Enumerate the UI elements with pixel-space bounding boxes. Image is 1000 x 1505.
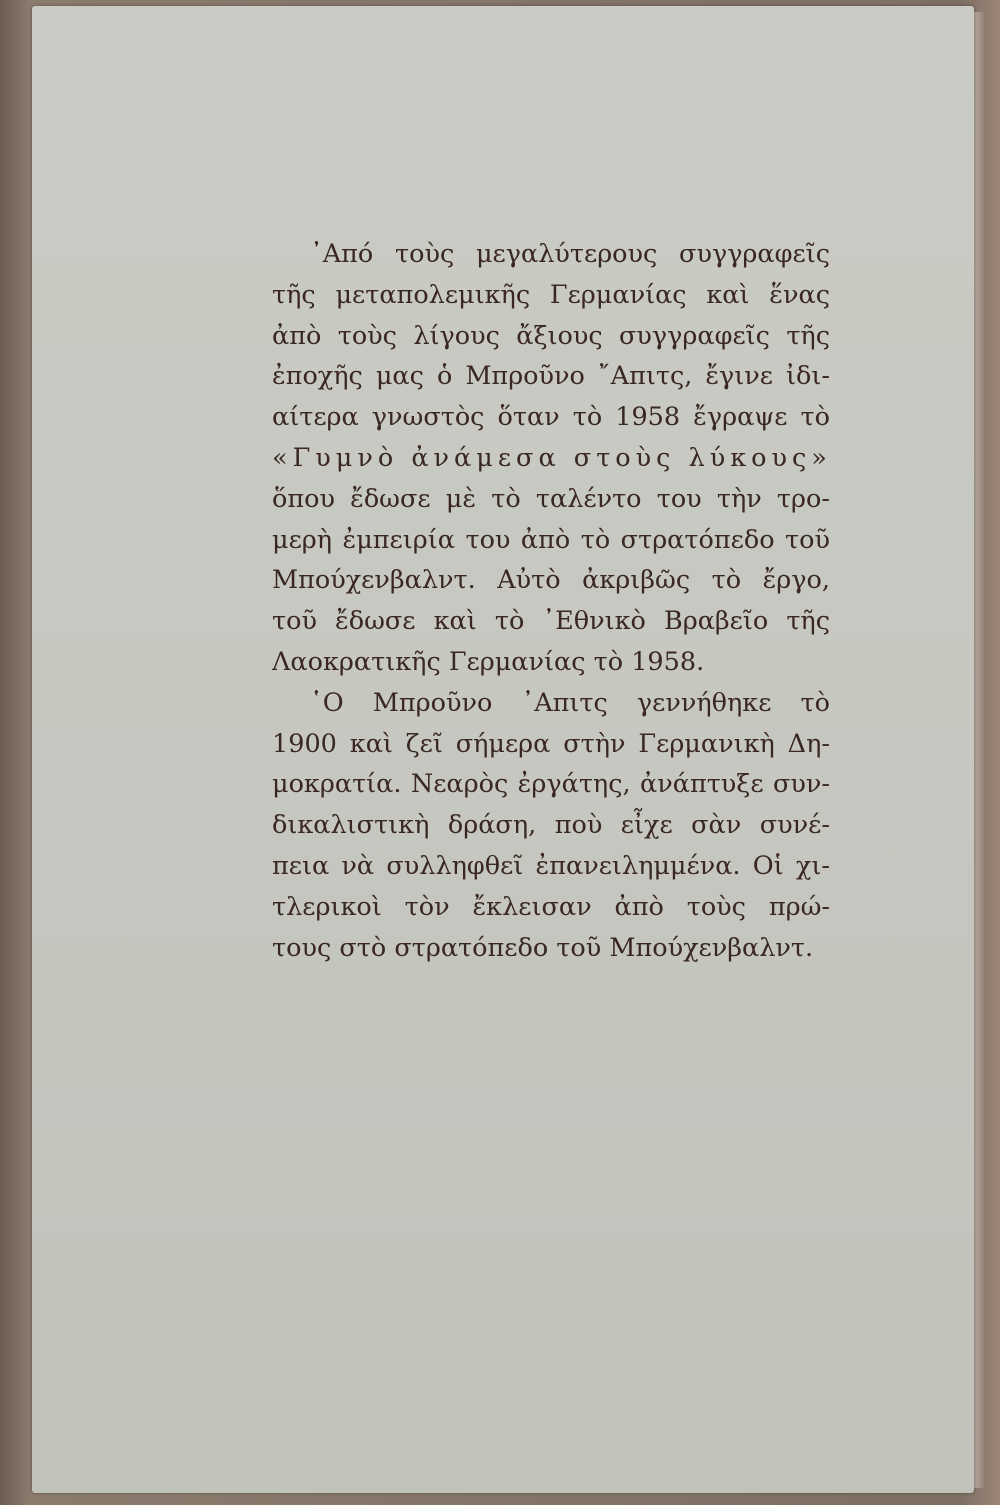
blurb-line-6-book-title: «Γυμνὸ ἀνάμεσα στοὺς λύκους» — [272, 442, 832, 473]
blurb-line-2: τῆς μεταπολεμικῆς Γερμανίας καὶ ἕνας — [272, 279, 830, 310]
blurb-line-10: τοῦ ἔδωσε καὶ τὸ ᾿Εθνικὸ Βραβεῖο τῆς — [272, 606, 830, 637]
blurb-line-15: δικαλιστικὴ δράση, ποὺ εἶχε σὰν συνέ- — [272, 810, 830, 841]
blurb-line-16: πεια νὰ συλληφθεῖ ἐπανειλημμένα. Οἱ χι- — [272, 850, 830, 881]
blurb-line-8: μερὴ ἐμπειρία του ἀπὸ τὸ στρατόπεδο τοῦ — [272, 524, 830, 555]
blurb-line-3: ἀπὸ τοὺς λίγους ἄξιους συγγραφεῖς τῆς — [272, 320, 830, 351]
blurb-line-4: ἐποχῆς μας ὁ Μπροῦνο ῎Απιτς, ἔγινε ἰδι- — [272, 361, 830, 392]
blurb-line-9: Μπούχενβαλντ. Αὐτὸ ἀκριβῶς τὸ ἔργο, — [272, 565, 830, 596]
blurb-line-7: ὅπου ἔδωσε μὲ τὸ ταλέντο του τὴν τρο- — [272, 483, 830, 514]
blurb-line-1: ᾿Από τοὺς μεγαλύτερους συγγραφεῖς — [310, 239, 830, 269]
blurb-line-5: αίτερα γνωστὸς ὅταν τὸ 1958 ἔγραψε τὸ — [272, 402, 830, 433]
blurb-line-11: Λαοκρατικῆς Γερμανίας τὸ 1958. — [272, 646, 705, 677]
blurb-line-14: μοκρατία. Νεαρὸς ἐργάτης, ἀνάπτυξε συν- — [272, 769, 830, 800]
blurb-text — [272, 234, 830, 968]
blurb-line-18: τους στὸ στρατόπεδο τοῦ Μπούχενβαλντ. — [272, 932, 814, 963]
blurb-line-13: 1900 καὶ ζεῖ σήμερα στὴν Γερμανικὴ Δη- — [272, 728, 830, 759]
blurb-line-12: ῾Ο Μπροῦνο ᾿Απιτς γεννήθηκε τὸ — [310, 687, 830, 718]
blurb-line-17: τλερικοὶ τὸν ἔκλεισαν ἀπὸ τοὺς πρώ- — [272, 891, 830, 922]
